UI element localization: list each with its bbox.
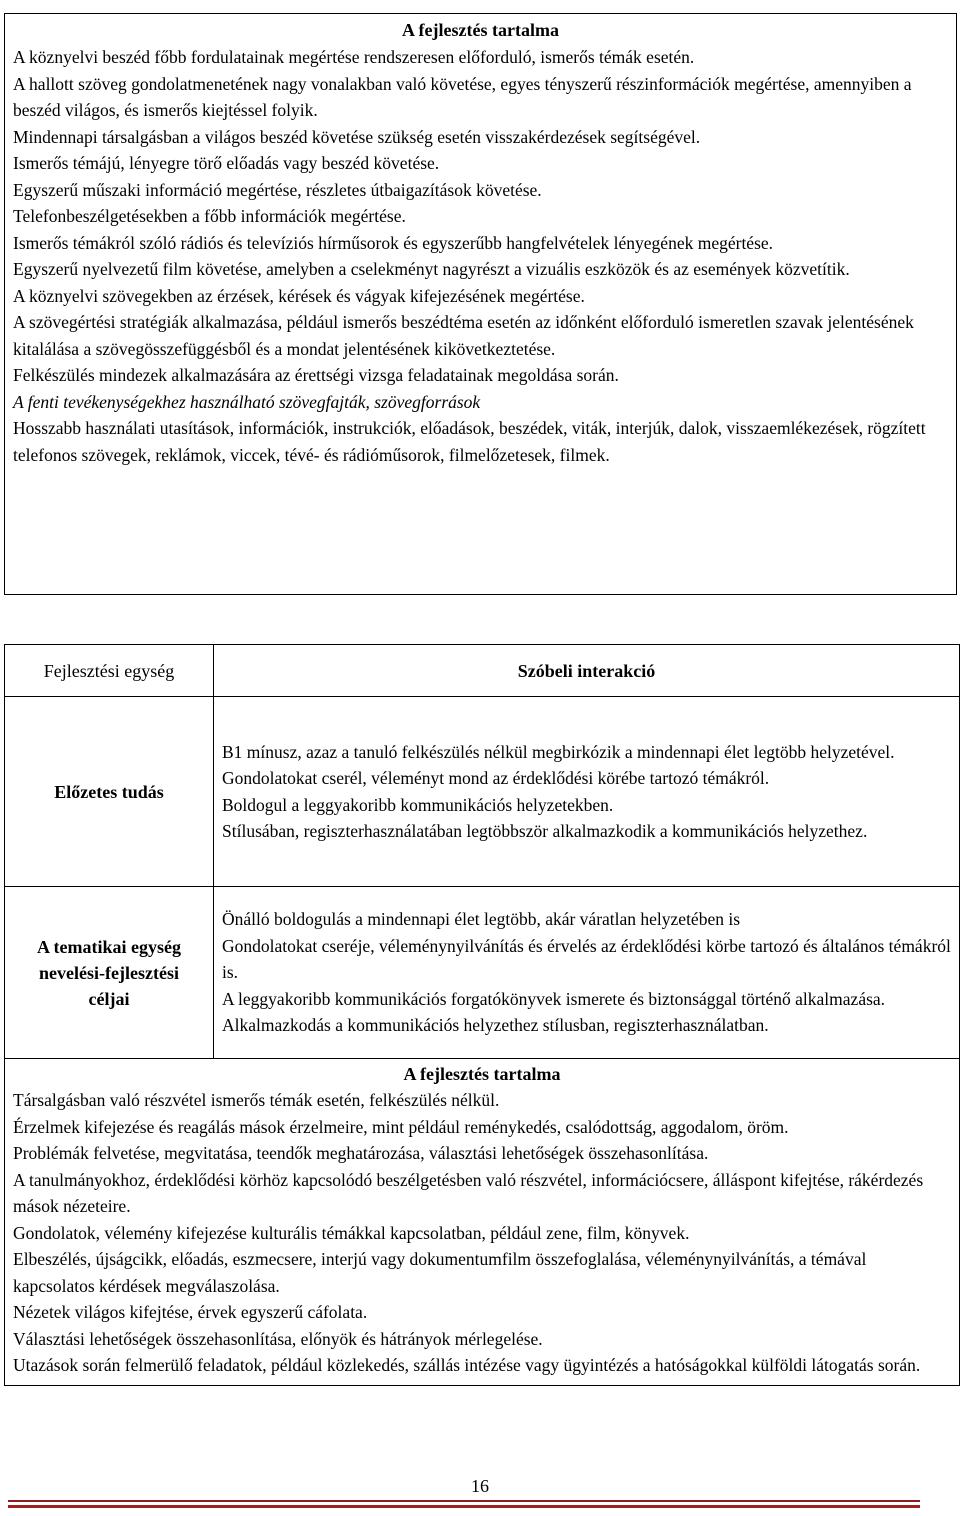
list-item: Stílusában, regiszterhasználatában legtöbbször alkalmazkodik a kommunikációs helyzethez. — [222, 821, 868, 841]
top-section-title: A fejlesztés tartalma — [402, 20, 559, 40]
list-item: Problémák felvetése, megvitatása, teendők meghatározása, választási lehetőségek összehasonlítása. — [13, 1143, 709, 1163]
development-unit-table — [4, 644, 960, 1386]
paragraph: A szövegértési stratégiák alkalmazása, például ismerős beszédtéma esetén az időnként előforduló ismeretlen szavak jelentésének kitalálása a szövegösszefüggésből és a mondat jelentésének kikövetkeztetése. — [13, 312, 914, 359]
content-title: A fejlesztés tartalma — [403, 1064, 561, 1084]
text-types-heading: A fenti tevékenységekhez használható szövegfajták, szövegforrások — [13, 391, 481, 412]
table-row — [5, 645, 960, 697]
paragraph: Ismerős témákról szóló rádiós és televíziós hírműsorok és egyszerűbb hangfelvételek lényegének megértése. — [13, 232, 774, 253]
table-row — [5, 697, 960, 887]
unit-name: Szóbeli interakció — [214, 645, 960, 697]
prior-knowledge-cell — [214, 697, 960, 887]
content-cell — [5, 1059, 960, 1386]
page-number: 16 — [471, 1476, 489, 1496]
goals-label: A tematikai egység nevelési-fejlesztési céljai — [5, 887, 214, 1059]
list-item: A tanulmányokhoz, érdeklődési körhöz kapcsolódó beszélgetésben való részvétel, információcsere, álláspont kifejtése, rákérdezés mások nézeteire. — [13, 1169, 924, 1216]
list-item: Gondolatokat cseréje, véleménynyilvánítás és érvelés az érdeklődési körbe tartozó és általános témákról is. — [222, 935, 951, 983]
paragraph: A köznyelvi szövegekben az érzések, kérések és vágyak kifejezésének megértése. — [13, 285, 585, 306]
list-item: B1 mínusz, azaz a tanuló felkészülés nélkül megbirkózik a mindennapi élet legtöbb helyzetével. — [222, 741, 895, 762]
paragraph: Telefonbeszélgetésekben a főbb információk megértése. — [13, 206, 406, 226]
paragraph: Felkészülés mindezek alkalmazására az érettségi vizsga feladatainak megoldása során. — [13, 365, 619, 385]
paragraph: Egyszerű nyelvezetű film követése, amelyben a cselekményt nagyrészt a vizuális eszközök és az események közvetítik. — [13, 259, 850, 279]
footer-divider — [8, 1500, 920, 1502]
list-item: Boldogul a leggyakoribb kommunikációs helyzetekben. — [222, 794, 614, 815]
list-item: Utazások során felmerülő feladatok, például közlekedés, szállás intézése vagy ügyintézés a hatóságokkal külföldi látogatás során. — [13, 1355, 921, 1375]
table-row — [5, 887, 960, 1059]
paragraph: Egyszerű műszaki információ megértése, részletes útbaigazítások követése. — [13, 179, 542, 200]
paragraph: A köznyelvi beszéd főbb fordulatainak megértése rendszeresen előforduló, ismerős témák esetén. — [13, 47, 695, 67]
unit-label: Fejlesztési egység — [5, 645, 214, 697]
list-item: Nézetek világos kifejtése, érvek egyszerű cáfolata. — [13, 1302, 368, 1322]
paragraph: Mindennapi társalgásban a világos beszéd követése szükség esetén visszakérdezések segítségével. — [13, 126, 701, 147]
list-item: Elbeszélés, újságcikk, előadás, eszmecsere, interjú vagy dokumentumfilm összefoglalása, véleménynyilvánítás, a témával kapcsolatos kérdések megválaszolása. — [13, 1249, 867, 1296]
list-item: A leggyakoribb kommunikációs forgatókönyvek ismerete és biztonsággal történő alkalmazása. — [222, 988, 886, 1009]
top-section-body — [5, 44, 956, 468]
list-item: Választási lehetőségek összehasonlítása, előnyök és hátrányok mérlegelése. — [13, 1328, 543, 1349]
list-item: Alkalmazkodás a kommunikációs helyzethez stílusban, regiszterhasználatban. — [222, 1015, 769, 1036]
list-item: Társalgásban való részvétel ismerős témák esetén, felkészülés nélkül. — [13, 1090, 500, 1110]
paragraph: Ismerős témájú, lényegre törő előadás vagy beszéd követése. — [13, 153, 440, 173]
list-item: Gondolatok, vélemény kifejezése kulturális témákkal kapcsolatban, például zene, film, könyvek. — [13, 1222, 690, 1243]
table-row — [5, 1059, 960, 1386]
paragraph: A hallott szöveg gondolatmenetének nagy vonalakban való követése, egyes tényszerű részinformációk megértése, amennyiben a beszéd világos, és ismerős kiejtéssel folyik. — [13, 73, 912, 120]
text-types-list: Hosszabb használati utasítások, információk, instrukciók, előadások, beszédek, viták, interjúk, dalok, visszaemlékezések, rögzített telefonos szövegek, reklámok, viccek, tévé- és rádióműsorok, filmelőzetesek, filmek. — [13, 418, 926, 465]
footer-divider — [8, 1505, 920, 1508]
prior-knowledge-label: Előzetes tudás — [5, 697, 214, 887]
goals-cell — [214, 887, 960, 1059]
list-item: Önálló boldogulás a mindennapi élet legtöbb, akár váratlan helyzetében is — [222, 909, 741, 930]
list-item: Gondolatokat cserél, véleményt mond az érdeklődési körébe tartozó témákról. — [222, 768, 770, 788]
top-content-box — [4, 13, 957, 595]
list-item: Érzelmek kifejezése és reagálás mások érzelmeire, mint például reménykedés, csalódottság, aggodalom, öröm. — [13, 1116, 789, 1137]
